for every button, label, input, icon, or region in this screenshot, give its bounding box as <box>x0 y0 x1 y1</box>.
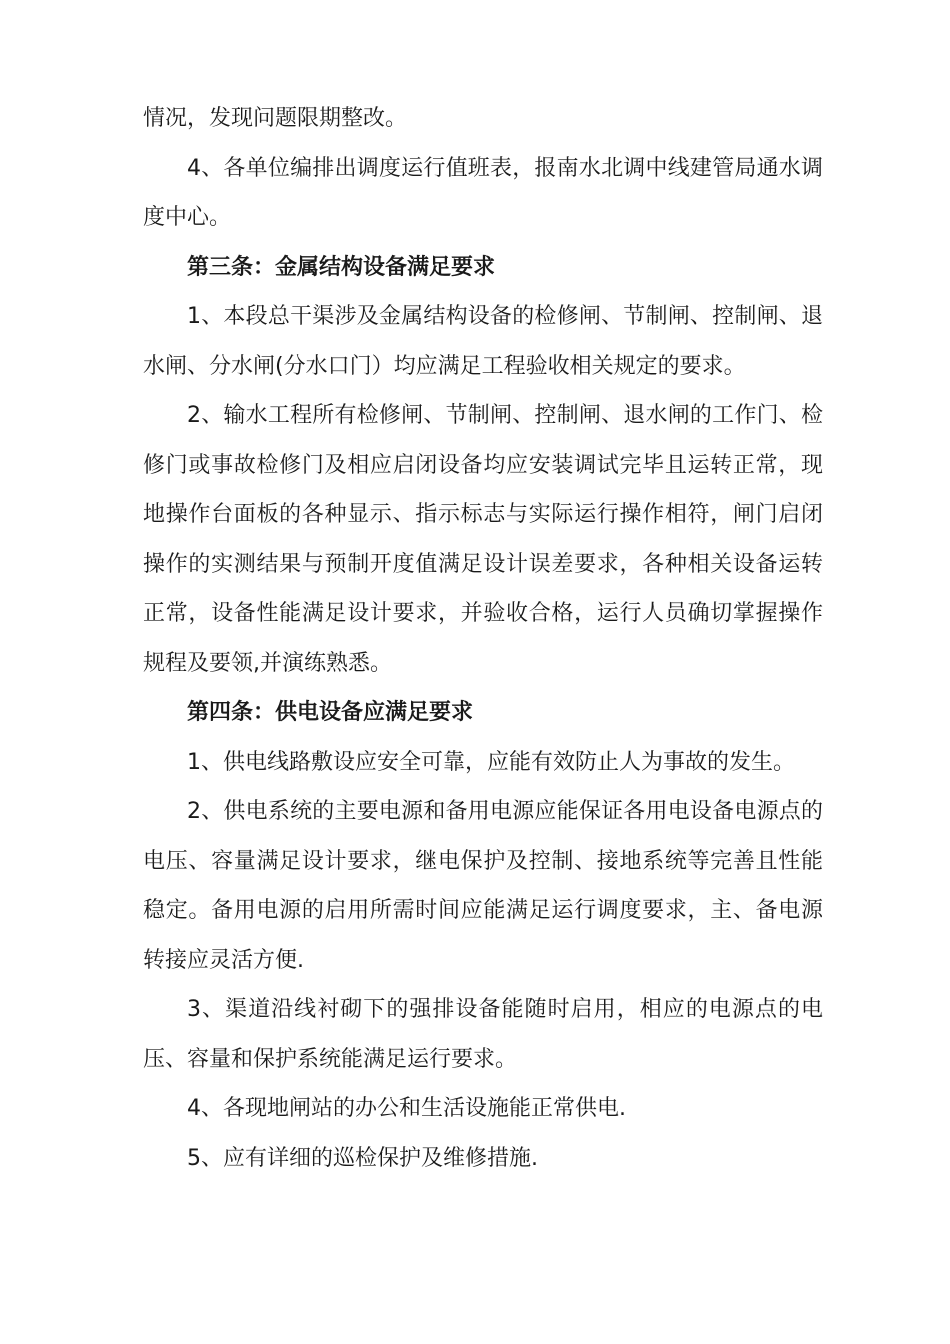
paragraph-item-1-power-lines: 1、供电线路敷设应安全可靠，应能有效防止人为事故的发生。 <box>187 749 795 775</box>
paragraph-item-2-power-system: 2、供电系统的主要电源和备用电源应能保证各用电设备电源点的电压、容量满足设计要求，继电保护及控制、接地系统等完善且性能稳定。备用电源的启用所需时间应能满足运行调度要求，主、备电源转接应灵活方便. <box>143 799 823 973</box>
document-body <box>143 94 823 1183</box>
paragraph-item-3-drainage: 3、渠道沿线衬砌下的强排设备能随时启用，相应的电源点的电压、容量和保护系统能满足运行要求。 <box>143 997 823 1072</box>
paragraph-item-4-duty-roster: 4、各单位编排出调度运行值班表，报南水北调中线建管局通水调度中心。 <box>143 155 823 230</box>
paragraph-item-5-inspection: 5、应有详细的巡检保护及维修措施. <box>187 1145 538 1171</box>
section-heading-article-4: 第四条：供电设备应满足要求 <box>187 700 474 725</box>
section-heading-article-3: 第三条：金属结构设备满足要求 <box>187 254 496 280</box>
paragraph-item-1-metal-structures: 1、本段总干渠涉及金属结构设备的检修闸、节制闸、控制闸、退水闸、分水闸(分水口门）均应满足工程验收相关规定的要求。 <box>143 304 823 379</box>
paragraph-item-4-gate-stations: 4、各现地闸站的办公和生活设施能正常供电. <box>187 1096 626 1121</box>
paragraph-continuation: 情况，发现问题限期整改。 <box>143 106 408 131</box>
paragraph-item-2-gates: 2、输水工程所有检修闸、节制闸、控制闸、退水闸的工作门、检修门或事故检修门及相应启闭设备均应安装调试完毕且运转正常，现地操作台面板的各种显示、指示标志与实际运行操作相符，闸门启闭操作的实测结果与预制开度值满足设计误差要求，各种相关设备运转正常，设备性能满足设计要求，并验收合格，运行人员确切掌握操作规程及要领,并演练熟悉。 <box>143 403 823 676</box>
